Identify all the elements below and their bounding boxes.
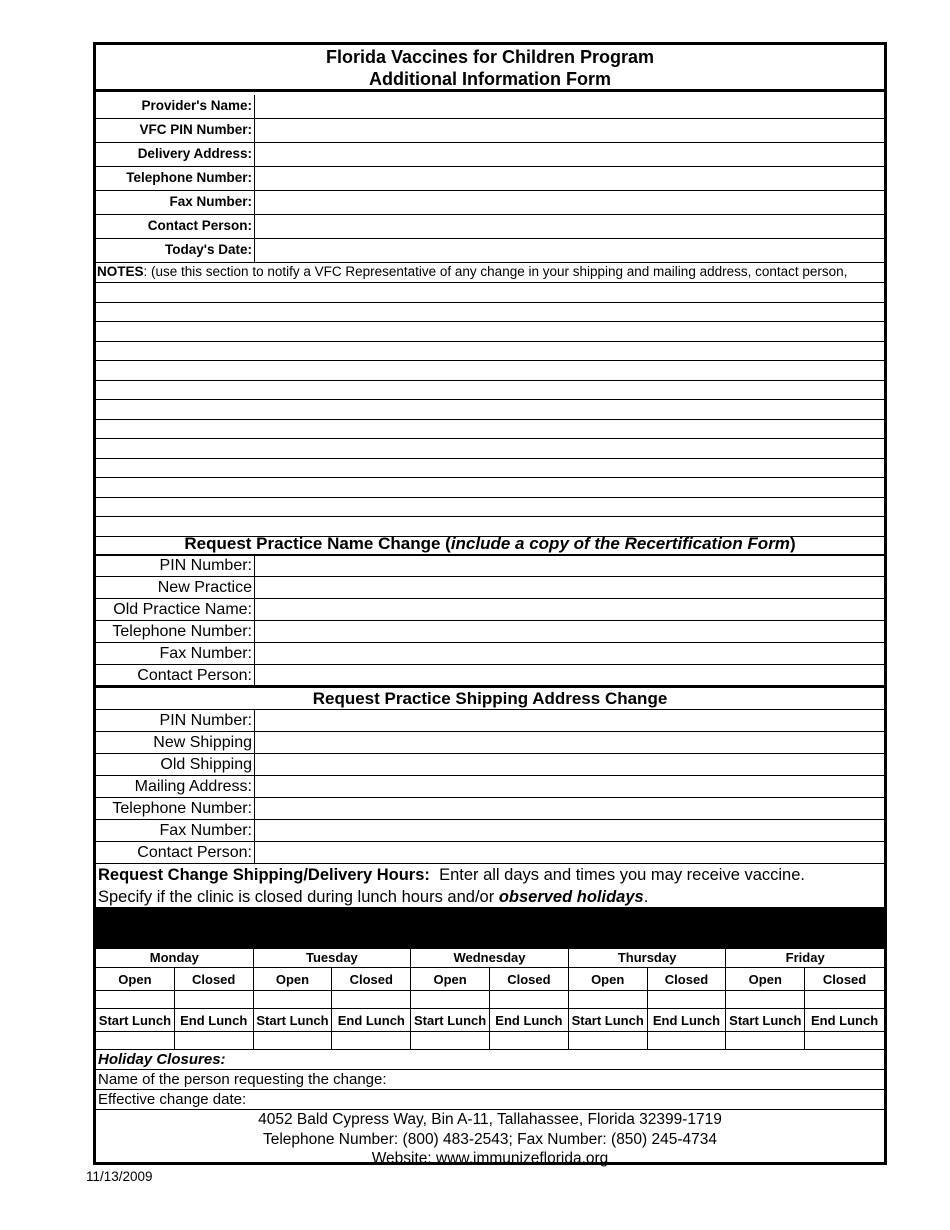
contact-person-label: Contact Person: [96, 215, 255, 238]
wednesday-start-lunch-header: Start Lunch [411, 1009, 490, 1031]
new-shipping-field[interactable] [256, 732, 884, 753]
mailing-address-label: Mailing Address: [96, 776, 255, 797]
vfc-pin-label: VFC PIN Number: [96, 119, 255, 142]
contact-person-field[interactable] [256, 215, 884, 238]
thursday-start-lunch-header: Start Lunch [569, 1009, 648, 1031]
notes-line[interactable] [96, 381, 884, 401]
name-change-title-text: Request Practice Name Change ( [184, 534, 451, 553]
friday-open-input[interactable] [726, 991, 805, 1008]
name-change-title-end: ) [789, 534, 796, 553]
thursday-end-lunch-header: End Lunch [648, 1009, 727, 1031]
provider-name-label: Provider's Name: [96, 95, 255, 118]
footer-contact-info [96, 1110, 884, 1165]
requester-name-row[interactable] [96, 1070, 884, 1090]
mailing-address-field[interactable] [256, 776, 884, 797]
provider-name-field[interactable] [256, 95, 884, 118]
friday-end-lunch-input[interactable] [805, 1032, 884, 1049]
contact-person-row [96, 215, 884, 239]
open-closed-input-row [96, 991, 884, 1009]
holiday-closures-row[interactable] [96, 1050, 884, 1070]
delivery-address-field[interactable] [256, 143, 884, 166]
hours-change-heading: Request Change Shipping/Delivery Hours: [98, 866, 430, 884]
tuesday-open-header: Open [254, 968, 333, 990]
name-change-title-note: include a copy of the Recertification Form [450, 534, 790, 553]
thursday-closed-header: Closed [648, 968, 727, 990]
shipping-fax-row [96, 820, 884, 842]
effective-date-row[interactable] [96, 1090, 884, 1110]
mailing-address-row [96, 776, 884, 798]
thursday-end-lunch-input[interactable] [648, 1032, 727, 1049]
friday-open-header: Open [726, 968, 805, 990]
provider-name-row [96, 95, 884, 119]
friday-closed-header: Closed [822, 971, 867, 987]
footer-phone-fax: Telephone Number: (800) 483-2543; Fax Number: (850) 245-4734 [262, 1130, 718, 1148]
delivery-address-row [96, 143, 884, 167]
fax-field[interactable] [256, 191, 884, 214]
friday-start-lunch-input[interactable] [726, 1032, 805, 1049]
shipping-telephone-row [96, 798, 884, 820]
name-change-contact-field[interactable] [256, 665, 884, 685]
notes-line[interactable] [96, 400, 884, 420]
notes-line[interactable] [96, 283, 884, 303]
todays-date-field[interactable] [256, 239, 884, 262]
tuesday-end-lunch-header: End Lunch [332, 1009, 411, 1031]
name-change-pin-label: PIN Number: [96, 555, 255, 576]
lunch-header-row [96, 1009, 884, 1032]
thursday-open-header: Open [569, 968, 648, 990]
new-practice-field[interactable] [256, 577, 884, 598]
name-change-contact-label: Contact Person: [96, 665, 255, 685]
form-title-line2: Additional Information Form [369, 69, 611, 89]
holiday-closures-label: Holiday Closures: [98, 1051, 226, 1068]
notes-header [96, 263, 884, 283]
telephone-label: Telephone Number: [96, 167, 255, 190]
friday-end-lunch-header: End Lunch [810, 1012, 879, 1028]
hours-change-instruction: Enter all days and times you may receive vaccine. [439, 866, 805, 884]
name-change-fax-row [96, 643, 884, 665]
tuesday-closed-header: Closed [332, 968, 411, 990]
notes-line[interactable] [96, 439, 884, 459]
notes-line[interactable] [96, 420, 884, 440]
name-change-fax-label: Fax Number: [96, 643, 255, 664]
open-closed-header-row [96, 968, 884, 991]
notes-line[interactable] [96, 478, 884, 498]
footer-address: 4052 Bald Cypress Way, Bin A-11, Tallahassee, Florida 32399-1719 [258, 1111, 722, 1128]
lunch-input-row [96, 1032, 884, 1050]
wednesday-open-header: Open [411, 968, 490, 990]
old-practice-name-row [96, 599, 884, 621]
footer-website: Website: www.immunizeflorida.org [371, 1150, 609, 1167]
thursday-start-lunch-input[interactable] [569, 1032, 648, 1049]
name-change-telephone-field[interactable] [256, 621, 884, 642]
day-tuesday: Tuesday [254, 949, 412, 967]
observed-holidays-emphasis: observed holidays [498, 888, 644, 906]
day-friday: Friday [785, 950, 825, 965]
wednesday-closed-input[interactable] [490, 991, 569, 1008]
black-separator-bar [96, 907, 884, 949]
shipping-contact-label: Contact Person: [96, 842, 255, 863]
hours-change-intro [96, 864, 884, 910]
wednesday-closed-header: Closed [490, 968, 569, 990]
shipping-telephone-label: Telephone Number: [96, 798, 255, 819]
shipping-pin-label: PIN Number: [96, 710, 255, 731]
vfc-additional-information-form [93, 42, 887, 1165]
name-change-pin-row [96, 555, 884, 577]
name-change-title [96, 533, 884, 555]
monday-end-lunch-input[interactable] [175, 1032, 254, 1049]
requester-name-label: Name of the person requesting the change: [98, 1071, 387, 1088]
hours-change-period: . [643, 888, 649, 906]
fax-label: Fax Number: [96, 191, 255, 214]
day-monday: Monday [96, 949, 254, 967]
monday-start-lunch-header: Start Lunch [96, 1009, 175, 1031]
wednesday-open-input[interactable] [411, 991, 490, 1008]
name-change-telephone-row [96, 621, 884, 643]
monday-open-input[interactable] [96, 991, 175, 1008]
shipping-fax-field[interactable] [256, 820, 884, 841]
name-change-fax-field[interactable] [256, 643, 884, 664]
tuesday-open-input[interactable] [254, 991, 333, 1008]
new-shipping-row [96, 732, 884, 754]
new-shipping-label: New Shipping [96, 732, 255, 753]
old-shipping-row [96, 754, 884, 776]
day-thursday: Thursday [569, 949, 727, 967]
vfc-pin-row [96, 119, 884, 143]
hours-change-lunch-note: Specify if the clinic is closed during lunch hours and/or [98, 888, 495, 906]
notes-line[interactable] [96, 342, 884, 362]
monday-end-lunch-header: End Lunch [175, 1009, 254, 1031]
revision-date: 11/13/2009 [86, 1169, 153, 1184]
name-change-contact-row [96, 665, 884, 688]
delivery-address-label: Delivery Address: [96, 143, 255, 166]
shipping-contact-row [96, 842, 884, 864]
name-change-telephone-label: Telephone Number: [96, 621, 255, 642]
vfc-pin-field[interactable] [256, 119, 884, 142]
notes-line[interactable] [96, 459, 884, 479]
wednesday-end-lunch-header: End Lunch [490, 1009, 569, 1031]
todays-date-label: Today's Date: [96, 239, 255, 262]
fax-row [96, 191, 884, 215]
old-shipping-label: Old Shipping [96, 754, 255, 775]
monday-closed-header: Closed [175, 968, 254, 990]
shipping-telephone-field[interactable] [256, 798, 884, 819]
new-practice-label: New Practice [96, 577, 255, 598]
monday-start-lunch-input[interactable] [96, 1032, 175, 1049]
notes-line[interactable] [96, 361, 884, 381]
wednesday-end-lunch-input[interactable] [490, 1032, 569, 1049]
effective-date-label: Effective change date: [98, 1091, 247, 1108]
shipping-contact-field[interactable] [256, 842, 884, 863]
wednesday-start-lunch-input[interactable] [411, 1032, 490, 1049]
shipping-fax-label: Fax Number: [96, 820, 255, 841]
shipping-pin-row [96, 710, 884, 732]
day-wednesday: Wednesday [411, 949, 569, 967]
old-practice-name-field[interactable] [256, 599, 884, 620]
telephone-row [96, 167, 884, 191]
todays-date-row [96, 239, 884, 263]
notes-line[interactable] [96, 498, 884, 518]
shipping-pin-field[interactable] [256, 710, 884, 731]
notes-label: NOTES [97, 264, 144, 279]
thursday-closed-input[interactable] [648, 991, 727, 1008]
form-header [96, 45, 884, 92]
old-shipping-field[interactable] [256, 754, 884, 775]
notes-line[interactable] [96, 303, 884, 323]
shipping-change-title: Request Practice Shipping Address Change [96, 688, 884, 710]
monday-closed-input[interactable] [175, 991, 254, 1008]
tuesday-closed-input[interactable] [332, 991, 411, 1008]
new-practice-row [96, 577, 884, 599]
thursday-open-input[interactable] [569, 991, 648, 1008]
old-practice-name-label: Old Practice Name: [96, 599, 255, 620]
form-title-line1: Florida Vaccines for Children Program [325, 47, 655, 67]
tuesday-start-lunch-header: Start Lunch [254, 1009, 333, 1031]
telephone-field[interactable] [256, 167, 884, 190]
tuesday-end-lunch-input[interactable] [332, 1032, 411, 1049]
name-change-pin-field[interactable] [256, 555, 884, 576]
notes-instructions: : (use this section to notify a VFC Representative of any change in your shipping and mailing address, contact person, [143, 264, 848, 279]
friday-closed-input[interactable] [805, 991, 884, 1008]
tuesday-start-lunch-input[interactable] [254, 1032, 333, 1049]
notes-line[interactable] [96, 322, 884, 342]
friday-start-lunch-header: Start Lunch [726, 1009, 805, 1031]
days-header-row [96, 949, 884, 968]
monday-open-header: Open [96, 968, 175, 990]
